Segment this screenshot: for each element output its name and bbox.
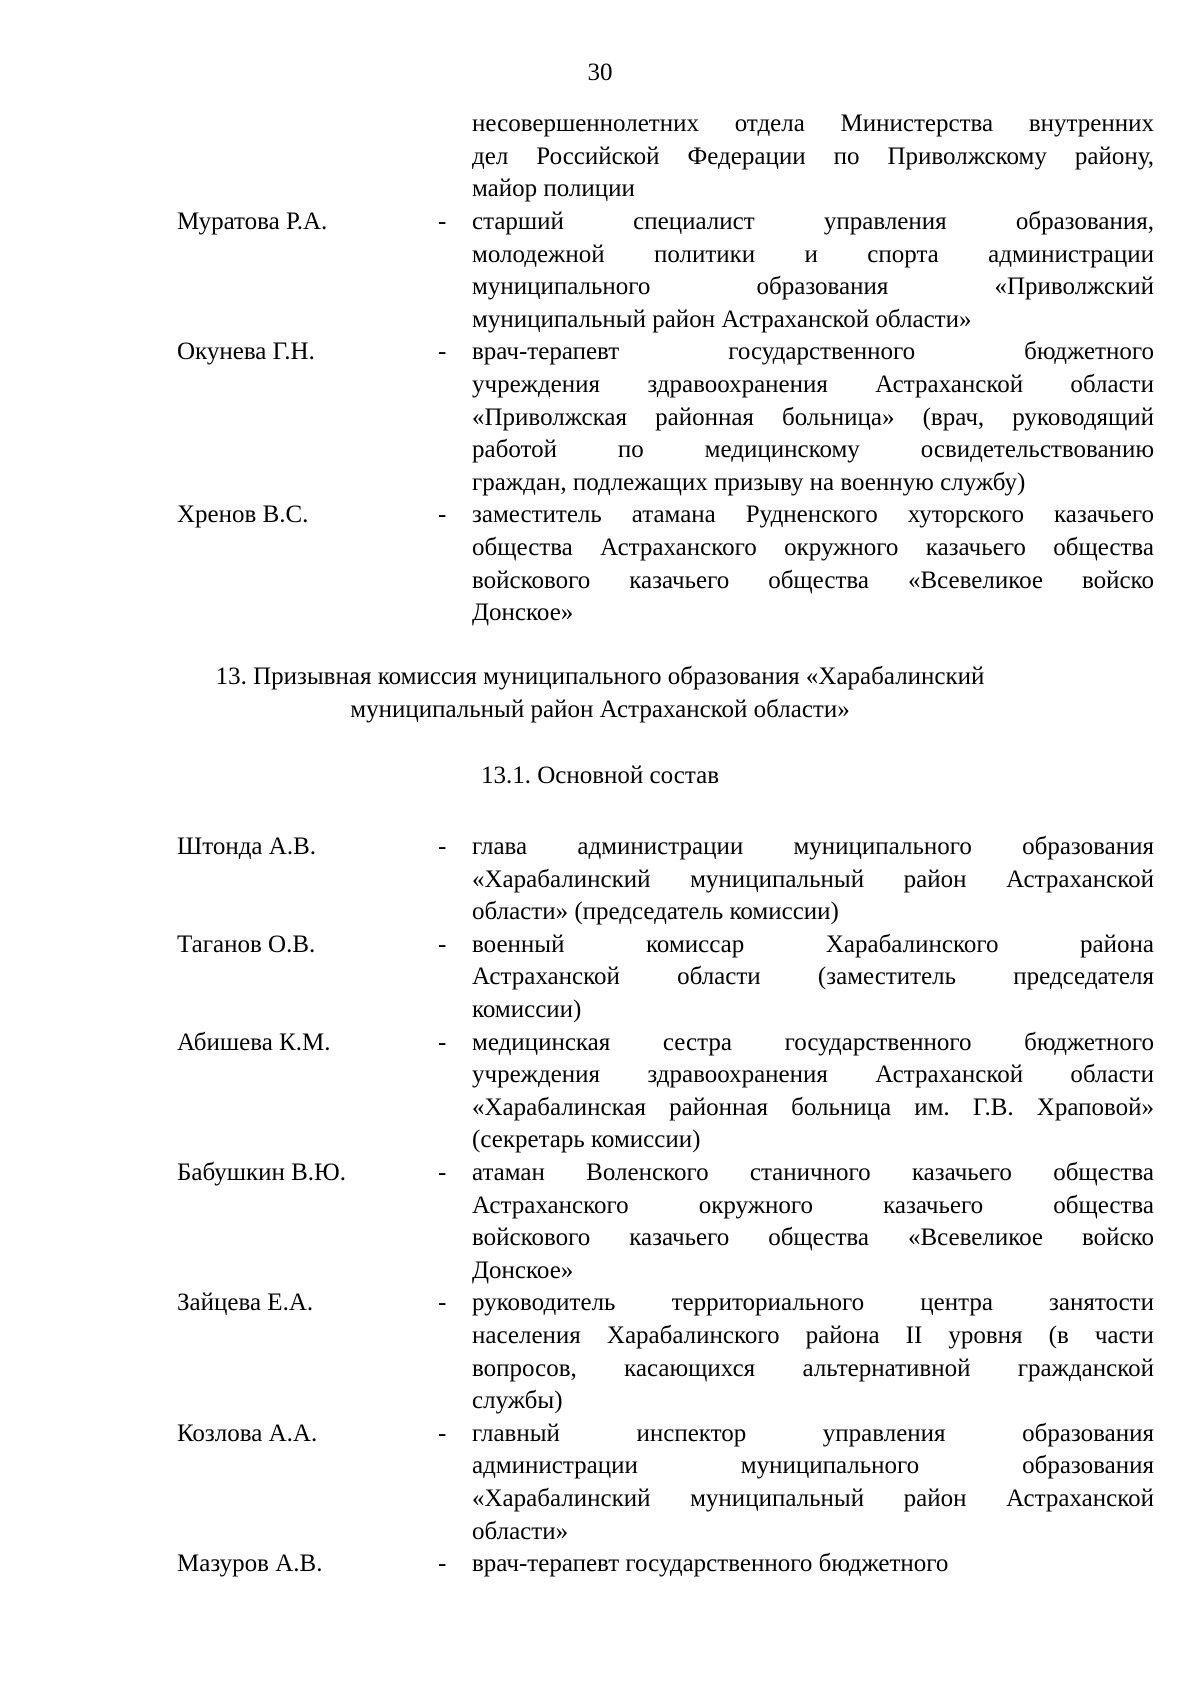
- description-line: муниципальный район Астраханской области»: [472, 305, 972, 333]
- description-line: атаман Воленского станичного казачьего общества: [472, 1159, 1154, 1186]
- description-line: несовершеннолетних отдела Министерства внутренних: [472, 110, 1154, 137]
- description-line: области» (председатель комиссии): [472, 898, 839, 926]
- member-dash: -: [438, 1419, 447, 1447]
- description-line: медицинская сестра государственного бюджетного: [472, 1028, 1154, 1056]
- member-name: Таганов О.В.: [177, 930, 316, 958]
- member-description: [472, 1027, 1154, 1157]
- description-line: комиссии): [472, 995, 582, 1023]
- description-line: заместитель атамана Рудненского хуторского казачьего: [472, 501, 1154, 529]
- member-dash: -: [438, 930, 447, 958]
- description-line: общества Астраханского окружного казачьего общества: [472, 533, 1154, 561]
- description-line: (секретарь комиссии): [472, 1126, 701, 1154]
- section-heading-line-1: 13. Призывная комиссия муниципального образования «Харабалинский: [215, 663, 985, 690]
- member-dash: -: [438, 501, 447, 529]
- description-line: учреждения здравоохранения Астраханской области: [472, 1061, 1154, 1089]
- member-name: Мазуров А.В.: [177, 1550, 323, 1578]
- description-line: граждан, подлежащих призыву на военную службу): [472, 468, 1026, 496]
- description-line: дел Российской Федерации по Приволжскому району,: [472, 142, 1154, 170]
- description-line: старший специалист управления образования,: [472, 208, 1154, 235]
- description-line: службы): [472, 1387, 563, 1415]
- description-line: населения Харабалинского района II уровня (в части: [472, 1321, 1154, 1349]
- description-line: войскового казачьего общества «Всевеликое войско: [472, 1224, 1154, 1252]
- description-line: глава администрации муниципального образования: [472, 833, 1154, 860]
- description-line: «Харабалинская районная больница им. Г.В. Храповой»: [472, 1093, 1154, 1121]
- description-line: руководитель территориального центра занятости: [472, 1289, 1154, 1317]
- description-line: Астраханской области (заместитель председателя: [472, 963, 1154, 991]
- member-dash: -: [438, 338, 447, 366]
- member-name: Окунева Г.Н.: [177, 338, 315, 366]
- member-name: Козлова А.А.: [177, 1419, 318, 1447]
- description-line: учреждения здравоохранения Астраханской области: [472, 370, 1154, 398]
- member-description: [472, 108, 1154, 206]
- member-description: [472, 1418, 1154, 1548]
- description-line: «Харабалинский муниципальный район Астраханской: [472, 865, 1154, 893]
- description-line: майор полиции: [472, 175, 635, 203]
- description-line: «Приволжская районная больница» (врач, руководящий: [472, 403, 1154, 431]
- member-dash: -: [438, 1289, 447, 1317]
- member-name: Бабушкин В.Ю.: [177, 1159, 346, 1186]
- description-line: «Харабалинский муниципальный район Астраханской: [472, 1484, 1154, 1512]
- member-dash: -: [438, 208, 447, 235]
- description-line: области»: [472, 1517, 569, 1545]
- subsection-heading: 13.1. Основной состав: [480, 762, 720, 789]
- member-description: [472, 831, 1154, 929]
- section-heading: [0, 661, 1200, 726]
- description-line: войскового казачьего общества «Всевеликое войско: [472, 566, 1154, 594]
- member-description: [472, 206, 1154, 336]
- description-line: работой по медицинскому освидетельствованию: [472, 436, 1154, 464]
- member-description: [472, 499, 1154, 629]
- description-line: Донское»: [472, 599, 574, 627]
- member-description: [472, 1157, 1154, 1287]
- description-line: Астраханского окружного казачьего общества: [472, 1191, 1154, 1219]
- member-description: [472, 1548, 1154, 1581]
- member-name: Хренов В.С.: [177, 501, 309, 529]
- description-line: молодежной политики и спорта администрации: [472, 240, 1154, 268]
- description-line: Донское»: [472, 1256, 574, 1284]
- member-dash: -: [438, 1028, 447, 1056]
- member-description: [472, 929, 1154, 1027]
- member-description: [472, 1287, 1154, 1417]
- description-line: главный инспектор управления образования: [472, 1419, 1154, 1447]
- description-line: врач-терапевт государственного бюджетного: [472, 1550, 949, 1578]
- description-line: врач-терапевт государственного бюджетного: [472, 338, 1154, 366]
- member-name: Штонда А.В.: [177, 833, 316, 860]
- description-line: вопросов, касающихся альтернативной гражданской: [472, 1354, 1154, 1382]
- member-dash: -: [438, 1550, 447, 1578]
- member-dash: -: [438, 833, 447, 860]
- member-description: [472, 336, 1154, 499]
- member-name: Муратова Р.А.: [177, 208, 328, 235]
- member-name: Зайцева Е.А.: [177, 1289, 314, 1317]
- description-line: военный комиссар Харабалинского района: [472, 930, 1154, 958]
- description-line: администрации муниципального образования: [472, 1452, 1154, 1480]
- description-line: муниципального образования «Приволжский: [472, 273, 1154, 301]
- member-name: Абишева К.М.: [177, 1028, 331, 1056]
- member-dash: -: [438, 1159, 447, 1186]
- section-heading-line-2: муниципальный район Астраханской области»: [350, 695, 850, 723]
- page-number: 30: [587, 59, 613, 86]
